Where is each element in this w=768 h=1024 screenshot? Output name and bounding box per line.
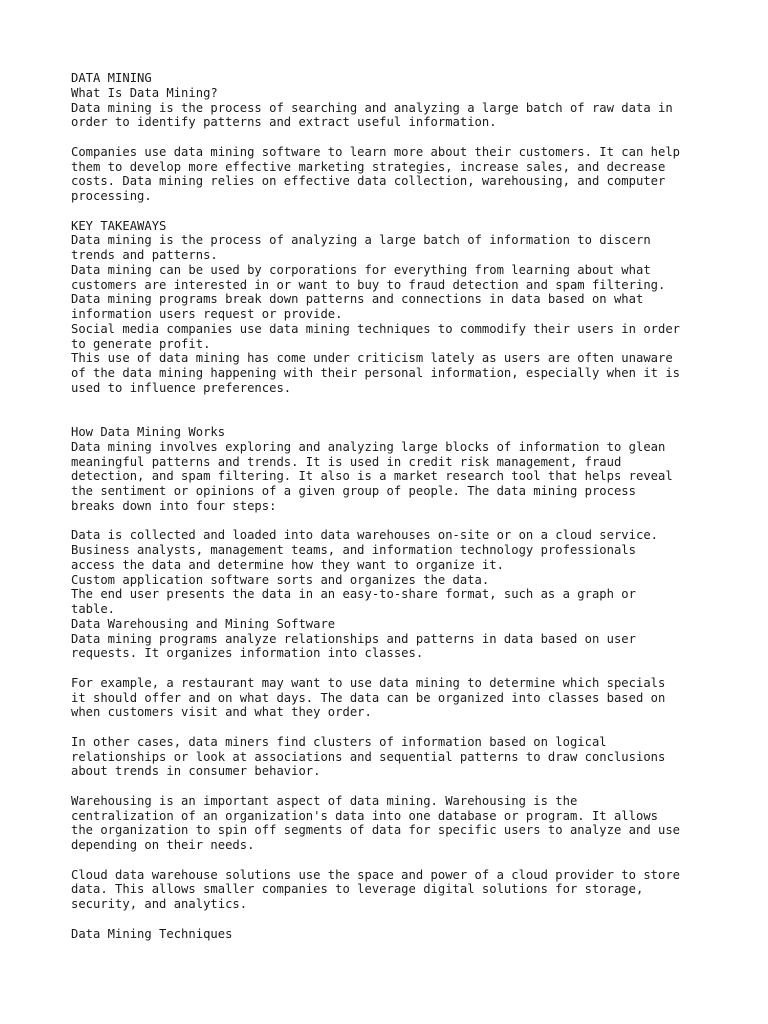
text-line: Data mining involves exploring and analyzing large blocks of information to glean [71, 439, 666, 454]
how-it-works-heading: How Data Mining Works [71, 425, 226, 439]
text-line: Warehousing is an important aspect of data mining. Warehousing is the [71, 793, 578, 808]
text-line: the sentiment or opinions of a given group of people. The data mining process [71, 484, 636, 498]
text-line: trends and patterns. [71, 248, 218, 262]
text-line: This use of data mining has come under criticism lately as users are often unaware [71, 351, 673, 366]
text-line: detection, and spam filtering. It also is a market research tool that helps reveal [71, 469, 673, 484]
text-line: Companies use data mining software to learn more about their customers. It can help [71, 144, 681, 159]
text-line: to generate profit. [71, 336, 211, 351]
text-line: Data mining is the process of analyzing a large batch of information to discern [71, 233, 651, 248]
text-line: data. This allows smaller companies to leverage digital solutions for storage, [71, 882, 644, 897]
text-line: Data mining is the process of searching and analyzing a large batch of raw data in [71, 100, 673, 115]
how-it-works-paragraph [71, 440, 731, 514]
paragraph-gap [71, 661, 731, 676]
text-line: when customers visit and what they order. [71, 705, 372, 720]
paragraph-gap [71, 779, 731, 794]
text-line: In other cases, data miners find clusters of information based on logical [71, 734, 607, 749]
text-line: Data mining can be used by corporations for everything from learning about what [71, 262, 651, 277]
key-takeaways-heading: KEY TAKEAWAYS [71, 218, 167, 233]
text-line: Social media companies use data mining techniques to commodify their users in order [71, 321, 681, 336]
text-line: relationships or look at associations and sequential patterns to draw conclusions [71, 749, 666, 764]
text-line: centralization of an organization's data into one database or program. It allows [71, 808, 658, 823]
text-line: Custom application software sorts and organizes the data. [71, 572, 490, 587]
cloud-paragraph [71, 868, 731, 912]
text-line: order to identify patterns and extract useful information. [71, 115, 497, 130]
text-line: breaks down into four steps: [71, 498, 277, 513]
paragraph-gap [71, 853, 731, 868]
steps-list [71, 528, 731, 617]
text-line: Cloud data warehouse solutions use the space and power of a cloud provider to store [71, 867, 681, 882]
companies-paragraph [71, 145, 731, 204]
warehousing-paragraph [71, 794, 731, 853]
paragraph-gap [71, 130, 731, 145]
paragraph-gap [71, 514, 731, 529]
text-line: them to develop more effective marketing strategies, increase sales, and decrease [71, 159, 666, 174]
text-line: about trends in consumer behavior. [71, 764, 321, 779]
text-line: it should offer and on what days. The data can be organized into classes based on [71, 690, 666, 705]
text-line: requests. It organizes information into classes. [71, 646, 424, 661]
paragraph-gap [71, 720, 731, 735]
text-line: Data is collected and loaded into data warehouses on-site or on a cloud service. [71, 528, 658, 543]
section-gap [71, 396, 731, 426]
text-line: costs. Data mining relies on effective data collection, warehousing, and computer [71, 174, 666, 189]
paragraph-gap [71, 204, 731, 219]
techniques-heading: Data Mining Techniques [71, 926, 233, 941]
text-line: table. [71, 602, 116, 616]
text-line: depending on their needs. [71, 838, 255, 852]
text-line: processing. [71, 189, 152, 203]
text-line: The end user presents the data in an easy-to-share format, such as a graph or [71, 587, 636, 602]
restaurant-paragraph [71, 676, 731, 720]
text-line: the organization to spin off segments of data for specific users to analyze and use [71, 823, 681, 838]
text-line: Data mining programs break down patterns and connections in data based on what [71, 292, 644, 307]
text-line: used to influence preferences. [71, 380, 292, 395]
warehousing-software-paragraph [71, 632, 731, 662]
intro-heading: What Is Data Mining? [71, 85, 218, 100]
text-line: of the data mining happening with their personal information, especially when it is [71, 366, 681, 380]
warehousing-software-heading: Data Warehousing and Mining Software [71, 616, 336, 631]
text-line: Data mining programs analyze relationships and patterns in data based on user [71, 631, 636, 646]
key-takeaways-list [71, 233, 731, 395]
text-line: access the data and determine how they want to organize it. [71, 557, 504, 572]
text-line: For example, a restaurant may want to use data mining to determine which specials [71, 675, 666, 690]
paragraph-gap [71, 912, 731, 927]
text-line: information users request or provide. [71, 307, 343, 321]
document-title: DATA MINING [71, 71, 152, 85]
clusters-paragraph [71, 735, 731, 779]
document-body [71, 71, 731, 941]
text-line: meaningful patterns and trends. It is used in credit risk management, fraud [71, 454, 622, 469]
text-line: customers are interested in or want to buy to fraud detection and spam filtering. [71, 277, 666, 292]
text-line: security, and analytics. [71, 897, 248, 911]
intro-paragraph [71, 101, 731, 131]
text-line: Business analysts, management teams, and information technology professionals [71, 543, 636, 557]
